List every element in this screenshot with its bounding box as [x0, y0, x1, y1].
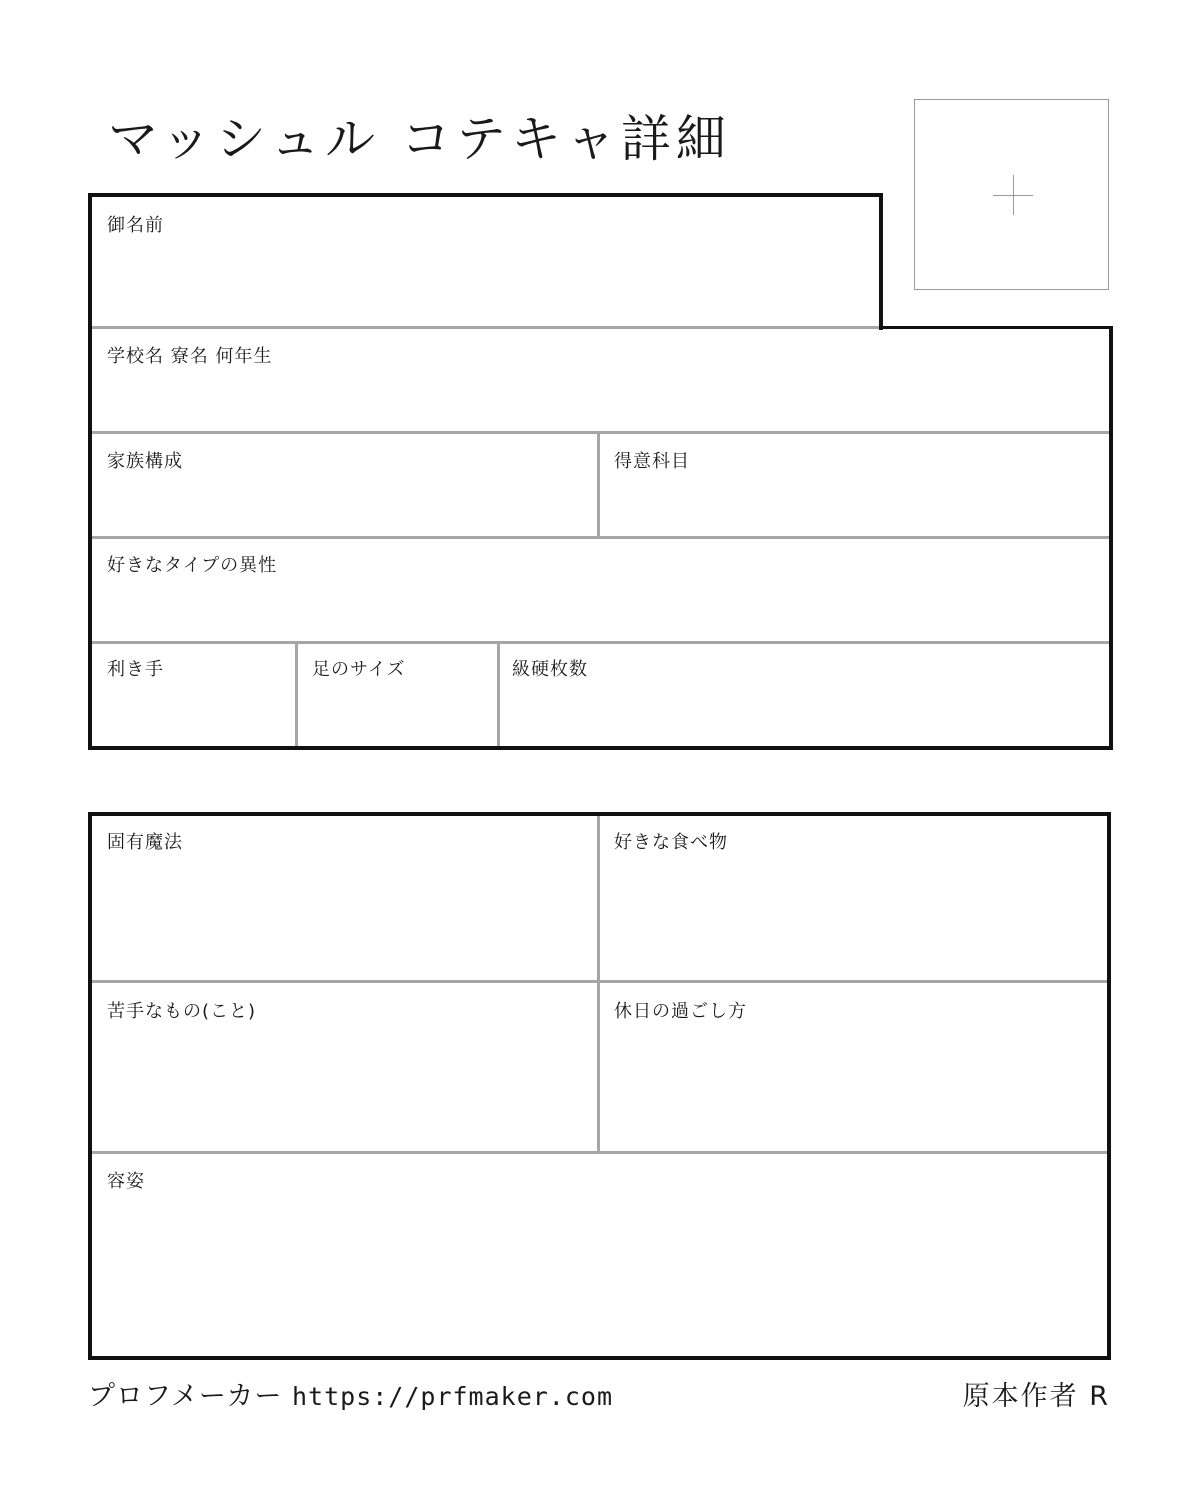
page-title: マッシュル コテキャ詳細: [108, 110, 731, 168]
field-label-handedness: 利き手: [107, 659, 164, 680]
plus-icon-vertical: [1013, 175, 1014, 215]
field-label-day-off: 休日の過ごし方: [614, 1001, 747, 1022]
divider-hand-foot: [295, 644, 298, 746]
name-row-frame: [88, 193, 883, 330]
footer-credit: [88, 1374, 613, 1413]
field-label-school: 学校名 寮名 何年生: [107, 346, 273, 367]
divider-detail-middle-2: [597, 983, 600, 1151]
field-label-innate-magic: 固有魔法: [107, 832, 183, 853]
field-label-coin-count: 級硬枚数: [512, 659, 588, 680]
field-label-appearance: 容姿: [107, 1171, 145, 1192]
field-label-family: 家族構成: [107, 451, 183, 472]
footer-maker-name: プロフメーカー: [88, 1381, 283, 1412]
footer-author: 原本作者 R: [962, 1381, 1110, 1412]
field-label-foot-size: 足のサイズ: [312, 659, 406, 680]
divider-name: [92, 326, 879, 329]
field-label-ideal-type: 好きなタイプの異性: [107, 555, 278, 576]
field-label-name: 御名前: [107, 215, 164, 236]
divider-detail-middle-1: [597, 816, 600, 980]
divider-family-subject: [597, 434, 600, 536]
photo-upload-box[interactable]: [914, 99, 1109, 290]
field-label-favorite-food: 好きな食べ物: [614, 832, 728, 853]
profile-step-edge: [879, 326, 1113, 330]
footer-url-link[interactable]: https://prfmaker.com: [291, 1382, 614, 1411]
field-label-dislikes: 苦手なもの(こと): [107, 1001, 257, 1022]
divider-family: [92, 536, 1109, 539]
divider-dislikes-row: [92, 1151, 1107, 1154]
divider-ideal-type: [92, 641, 1109, 644]
divider-school: [92, 431, 1109, 434]
field-label-favorite-subject: 得意科目: [614, 451, 690, 472]
divider-foot-coin: [497, 644, 500, 746]
